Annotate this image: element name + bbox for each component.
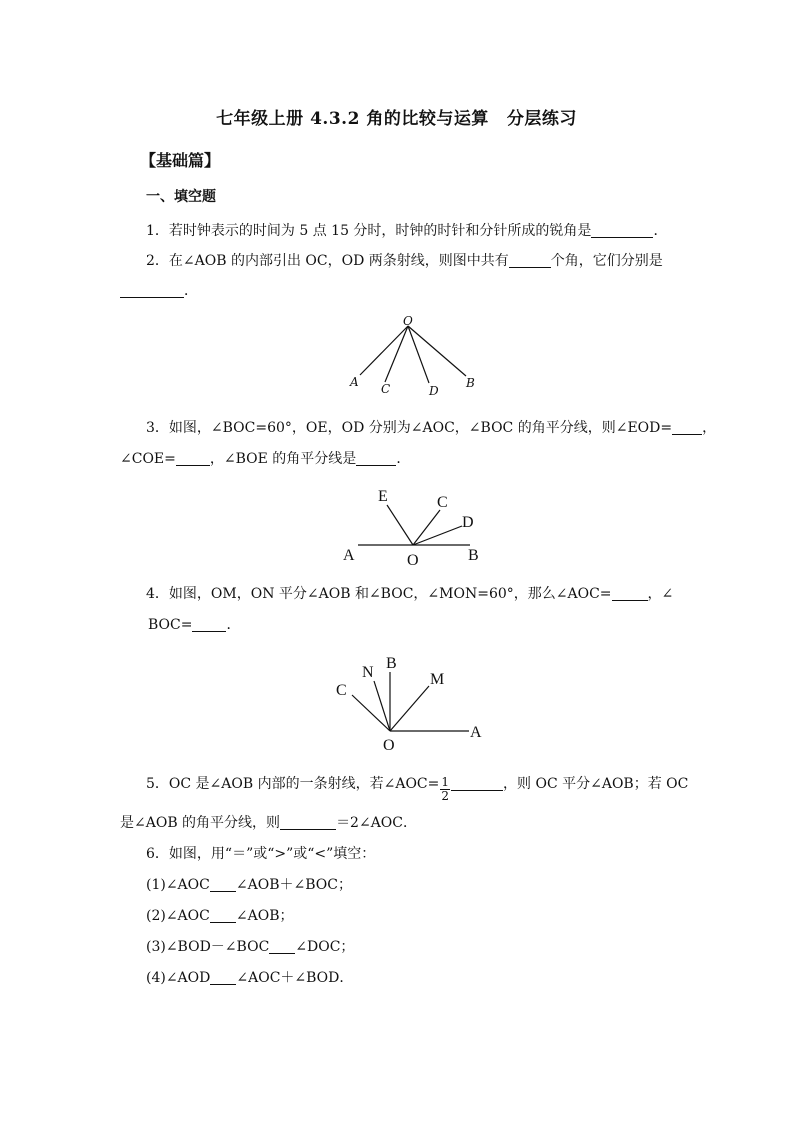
q6-item-1-blank xyxy=(210,877,236,892)
fig3-label-b: B xyxy=(386,655,397,672)
fig1-label-o: O xyxy=(403,314,413,328)
q1-text: 1．若时钟表示的时间为 5 点 15 分时，时钟的时针和分针所成的锐角是 xyxy=(146,223,592,239)
q5-fraction xyxy=(440,776,450,803)
q6-item-4 xyxy=(146,967,353,987)
fig3-ray-oc xyxy=(352,695,390,731)
q1-end: ． xyxy=(653,223,668,239)
q4-text-a-mid: ，∠ xyxy=(647,586,674,602)
title-main: 七年级上册 4.3.2 角的比较与运算 xyxy=(216,109,489,129)
question-3-line-2 xyxy=(120,448,410,468)
question-2-line-1 xyxy=(146,250,663,270)
q2-text-b: 个角，它们分别是 xyxy=(550,253,663,269)
question-3-line-1 xyxy=(146,417,716,437)
fig3-ray-on xyxy=(374,681,390,731)
question-4-line-1 xyxy=(146,583,673,603)
q2-blank-list xyxy=(120,283,184,298)
fig3-label-n: N xyxy=(362,664,374,681)
q3-text-b: ∠COE= xyxy=(120,451,176,467)
fig1-ray-oa xyxy=(360,326,408,375)
q5-frac-den: 2 xyxy=(441,789,450,803)
q3-blank-eod xyxy=(672,420,702,435)
q6-item-2-right: ∠AOB； xyxy=(235,908,294,924)
q2-text-a: 2．在∠AOB 的内部引出 OC，OD 两条射线，则图中共有 xyxy=(146,253,509,269)
page-title xyxy=(0,104,793,129)
fig2-ray-oc xyxy=(413,510,440,545)
fig2-label-c: C xyxy=(437,494,448,511)
q6-item-3 xyxy=(146,936,354,956)
q3-end: ． xyxy=(396,451,411,467)
fig3-ray-om xyxy=(390,686,429,731)
question-6-intro: 6．如图，用“＝”或“>”或“<”填空： xyxy=(146,846,376,862)
fig1-ray-od xyxy=(408,326,429,383)
question-2-line-2 xyxy=(120,280,198,300)
q6-item-1-right: ∠AOB＋∠BOC； xyxy=(235,877,352,893)
q3-text-c: ，∠BOE 的角平分线是 xyxy=(209,451,357,467)
q2-blank-count xyxy=(509,253,551,268)
q2-end: ． xyxy=(184,283,198,299)
q6-item-2-blank xyxy=(210,908,236,923)
fig2-label-b: B xyxy=(468,547,479,564)
q6-item-3-left: (3)∠BOD－∠BOC xyxy=(146,939,270,955)
q6-item-4-left: (4)∠AOD xyxy=(146,970,211,986)
section-heading: 【基础篇】 xyxy=(140,151,221,170)
fig3-label-c: C xyxy=(336,682,347,699)
q4-blank-boc xyxy=(192,617,226,632)
q6-item-3-blank xyxy=(269,939,295,954)
fig3-label-a: A xyxy=(470,724,482,741)
q4-blank-aoc xyxy=(612,586,648,601)
fig2-label-d: D xyxy=(462,514,474,531)
q4-text-a: 4．如图，OM，ON 平分∠AOB 和∠BOC，∠MON=60°，那么∠AOC= xyxy=(146,586,612,602)
q3-blank-bisector xyxy=(356,451,396,466)
question-5-line-1 xyxy=(146,773,688,803)
q6-item-1-left: (1)∠AOC xyxy=(146,877,210,893)
q5-blank-2 xyxy=(280,815,336,830)
part-heading: 一、填空题 xyxy=(146,189,216,205)
fig3-label-m: M xyxy=(430,671,445,688)
q3-blank-coe xyxy=(176,451,210,466)
question-5-line-2 xyxy=(120,812,417,832)
q5-frac-num: 1 xyxy=(441,775,450,789)
q3-text-a-end: ， xyxy=(702,420,717,436)
title-sub: 分层练习 xyxy=(506,109,577,129)
q4-end: ． xyxy=(226,617,241,633)
fig1-label-d: D xyxy=(429,384,439,398)
q6-item-4-blank xyxy=(210,970,236,985)
q5-text-b: 是∠AOB 的角平分线，则 xyxy=(120,815,281,831)
q6-item-2 xyxy=(146,905,293,925)
fig1-label-b: B xyxy=(466,376,475,390)
q5-text-a: 5．OC 是∠AOB 内部的一条射线，若∠AOC= xyxy=(146,776,440,792)
q3-text-a: 3．如图，∠BOC=60°，OE，OD 分别为∠AOC，∠BOC 的角平分线，则∠EOD= xyxy=(146,420,673,436)
fig2-ray-od xyxy=(413,526,462,545)
fig2-ray-oe xyxy=(387,505,413,545)
question-1 xyxy=(146,220,667,240)
fig1-ray-ob xyxy=(408,326,466,376)
q5-text-b-end: ＝2∠AOC． xyxy=(336,815,417,831)
fig1-label-c: C xyxy=(381,382,391,396)
q4-text-b: BOC= xyxy=(148,617,193,633)
q5-text-a-end: ，则 OC 平分∠AOB；若 OC xyxy=(503,776,689,792)
fig1-label-a: A xyxy=(350,375,359,389)
fig2-label-e: E xyxy=(378,488,388,505)
q6-item-2-left: (2)∠AOC xyxy=(146,908,210,924)
q6-item-3-right: ∠DOC； xyxy=(295,939,355,955)
q5-blank-1 xyxy=(451,776,503,791)
q1-blank xyxy=(591,223,653,238)
fig2-label-a: A xyxy=(343,547,355,564)
fig1-ray-oc xyxy=(385,326,408,382)
fig3-label-o: O xyxy=(383,737,395,754)
fig2-label-o: O xyxy=(407,552,419,569)
q6-item-4-right: ∠AOC＋∠BOD． xyxy=(236,970,354,986)
question-4-line-2 xyxy=(148,614,240,634)
q6-item-1 xyxy=(146,874,352,894)
